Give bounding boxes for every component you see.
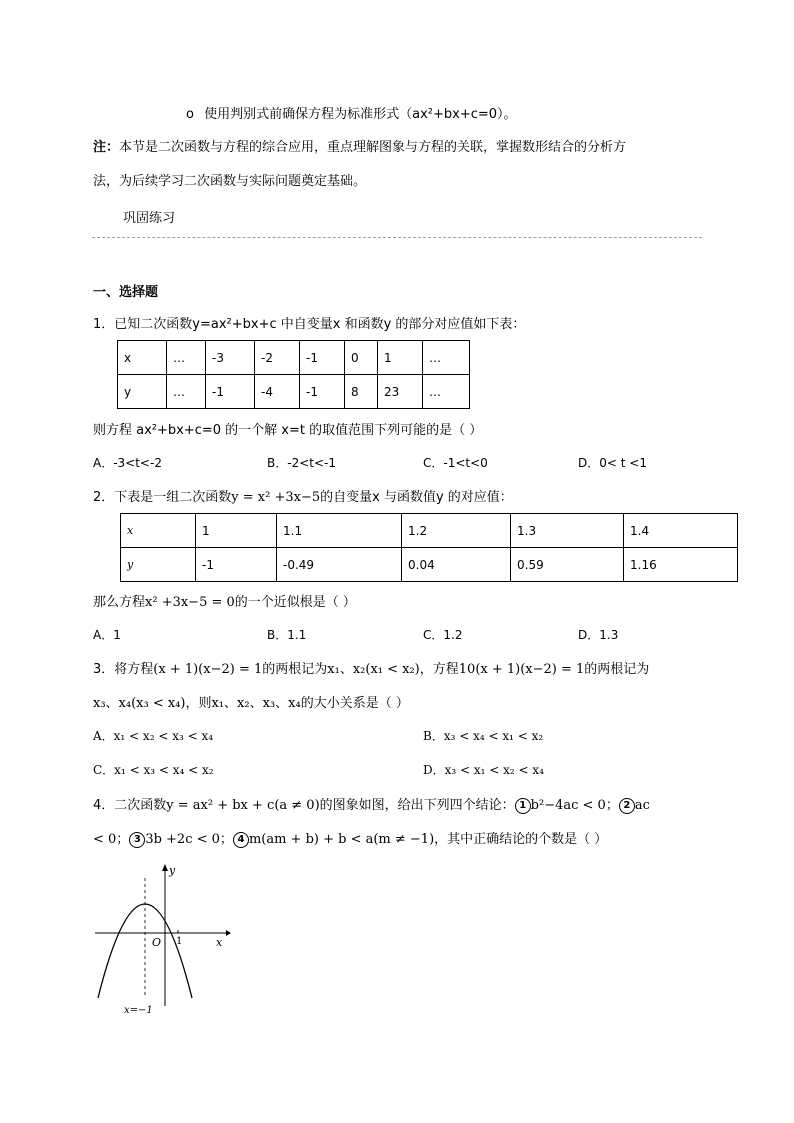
q3-text: ，则: [185, 696, 212, 711]
table-cell: x: [118, 341, 167, 375]
table-row: [121, 514, 738, 548]
q2-option-b[interactable]: B．1.1: [267, 628, 307, 642]
q3-math: x₁、x₂、x₃、x₄: [211, 696, 301, 711]
bullet-text: 使用判别式前确保方程为标准形式（ax²+bx+c=0）。: [204, 107, 517, 122]
q2-follow-math: x² +3x−5 = 0: [145, 595, 235, 610]
x-axis-arrow: [226, 930, 231, 936]
q1-follow: 则方程 ax²+bx+c=0 的一个解 x=t 的取值范围下列可能的是（ ）: [93, 423, 483, 438]
q4-math: m(am + b) + b < a(m ≠ −1): [248, 832, 435, 847]
q4-math: ac: [634, 798, 650, 813]
q3-text: 的大小关系是（ ）: [300, 696, 409, 711]
table-cell: x: [121, 514, 196, 548]
q4-text: 4．二次函数: [93, 798, 167, 813]
section-title: 一、选择题: [93, 285, 159, 300]
table-cell: …: [423, 341, 470, 375]
table-cell: -1: [300, 375, 345, 409]
parabola-graph: [90, 858, 240, 1018]
table-cell: 0: [345, 341, 378, 375]
practice-heading: 巩固练习: [123, 211, 176, 226]
q1-option-d[interactable]: D．0< t <1: [578, 456, 647, 470]
q2-table: [120, 513, 738, 582]
q2-follow-a: 那么方程: [93, 595, 146, 610]
x-axis-label: x: [216, 936, 223, 949]
q3-option-d[interactable]: D．x₃ < x₁ < x₂ < x₄: [423, 763, 544, 777]
table-cell: -4: [255, 375, 300, 409]
q3-option-b[interactable]: B．x₃ < x₄ < x₁ < x₂: [423, 729, 544, 743]
q3-math: x₃、x₄(x₃ < x₄): [93, 696, 186, 711]
table-cell: y: [118, 375, 167, 409]
table-cell: -2: [255, 341, 300, 375]
q1-table: [117, 340, 470, 409]
q2-follow-b: 的一个近似根是（ ）: [234, 595, 356, 610]
table-cell: -3: [206, 341, 255, 375]
q2-follow: [93, 591, 356, 610]
y-axis-label: y: [169, 864, 176, 877]
section-divider: [92, 237, 702, 238]
table-row: [121, 548, 738, 582]
q4-text: ，其中正确结论的个数是（ ）: [434, 832, 608, 847]
note-line-1: [93, 136, 626, 155]
q3-math: 10(x + 1)(x−2) = 1: [458, 662, 585, 677]
circled-number: 1: [515, 798, 531, 814]
table-cell: 0.59: [511, 548, 624, 582]
q3-text: 的两根记为: [584, 662, 650, 677]
table-cell: y: [121, 548, 196, 582]
table-cell: 1: [378, 341, 423, 375]
q4-text: ；: [605, 798, 619, 813]
q4-math: b²−4ac < 0: [530, 798, 606, 813]
table-cell: -1: [206, 375, 255, 409]
table-cell: 1.4: [624, 514, 738, 548]
q4-text: ；: [219, 832, 233, 847]
table-cell: …: [167, 375, 206, 409]
table-cell: 1: [196, 514, 277, 548]
q4-text: ；: [116, 832, 130, 847]
q3-line-1: [93, 658, 649, 677]
origin-label: O: [152, 936, 162, 949]
q1-option-b[interactable]: B．-2<t<-1: [267, 456, 336, 470]
q2-stem: [93, 486, 513, 505]
q2-stem-b: 的自变量x 与函数值y 的对应值：: [320, 490, 513, 505]
q4-math: y = ax² + bx + c(a ≠ 0): [166, 798, 320, 813]
table-cell: 1.2: [402, 514, 511, 548]
q2-stem-a: 2．下表是一组二次函数: [93, 490, 232, 505]
q2-stem-math: y = x² +3x−5: [231, 490, 321, 505]
q4-text: 的图象如图，给出下列四个结论：: [319, 798, 515, 813]
table-row: [118, 375, 470, 409]
q2-option-a[interactable]: A．1: [93, 628, 121, 642]
q2-option-c[interactable]: C．1.2: [423, 628, 463, 642]
table-cell: -1: [300, 341, 345, 375]
q3-math: x₁、x₂(x₁ < x₂): [327, 662, 420, 677]
symmetry-label: x=−1: [124, 1005, 153, 1016]
y-axis-arrow: [162, 864, 168, 871]
q3-option-c[interactable]: C．x₁ < x₃ < x₄ < x₂: [93, 763, 214, 777]
table-cell: 8: [345, 375, 378, 409]
note-text-1: 本节是二次函数与方程的综合应用，重点理解图象与方程的关联，掌握数形结合的分析方: [119, 140, 627, 155]
q4-line-1: [93, 794, 650, 814]
table-cell: …: [423, 375, 470, 409]
q3-text: 的两根记为: [262, 662, 328, 677]
bullet-mark: o: [186, 107, 194, 122]
table-cell: 1.16: [624, 548, 738, 582]
q1-option-c[interactable]: C．-1<t<0: [423, 456, 488, 470]
q4-math: 3b +2c < 0: [145, 832, 220, 847]
table-cell: 1.3: [511, 514, 624, 548]
q3-text: 3．将方程: [93, 662, 154, 677]
q1-stem: 1．已知二次函数y=ax²+bx+c 中自变量x 和函数y 的部分对应值如下表：: [93, 317, 526, 332]
circled-number: 3: [129, 832, 145, 848]
q4-line-2: [93, 828, 607, 848]
tick-label: 1: [176, 936, 183, 947]
table-cell: …: [167, 341, 206, 375]
q2-option-d[interactable]: D．1.3: [578, 628, 619, 642]
q1-option-a[interactable]: A．-3<t<-2: [93, 456, 162, 470]
q3-option-a[interactable]: A．x₁ < x₂ < x₃ < x₄: [93, 729, 214, 743]
note-line-2: 法，为后续学习二次函数与实际问题奠定基础。: [93, 174, 367, 189]
table-cell: -1: [196, 548, 277, 582]
q4-math: < 0: [93, 832, 117, 847]
bullet-line: [186, 103, 517, 122]
circled-number: 4: [233, 832, 249, 848]
circled-number: 2: [619, 798, 635, 814]
q3-text: ，方程: [419, 662, 459, 677]
table-cell: 23: [378, 375, 423, 409]
note-label: 注：: [93, 140, 120, 155]
q3-line-2: [93, 692, 409, 711]
table-cell: -0.49: [277, 548, 402, 582]
table-row: [118, 341, 470, 375]
table-cell: 0.04: [402, 548, 511, 582]
q3-math: (x + 1)(x−2) = 1: [153, 662, 263, 677]
table-cell: 1.1: [277, 514, 402, 548]
